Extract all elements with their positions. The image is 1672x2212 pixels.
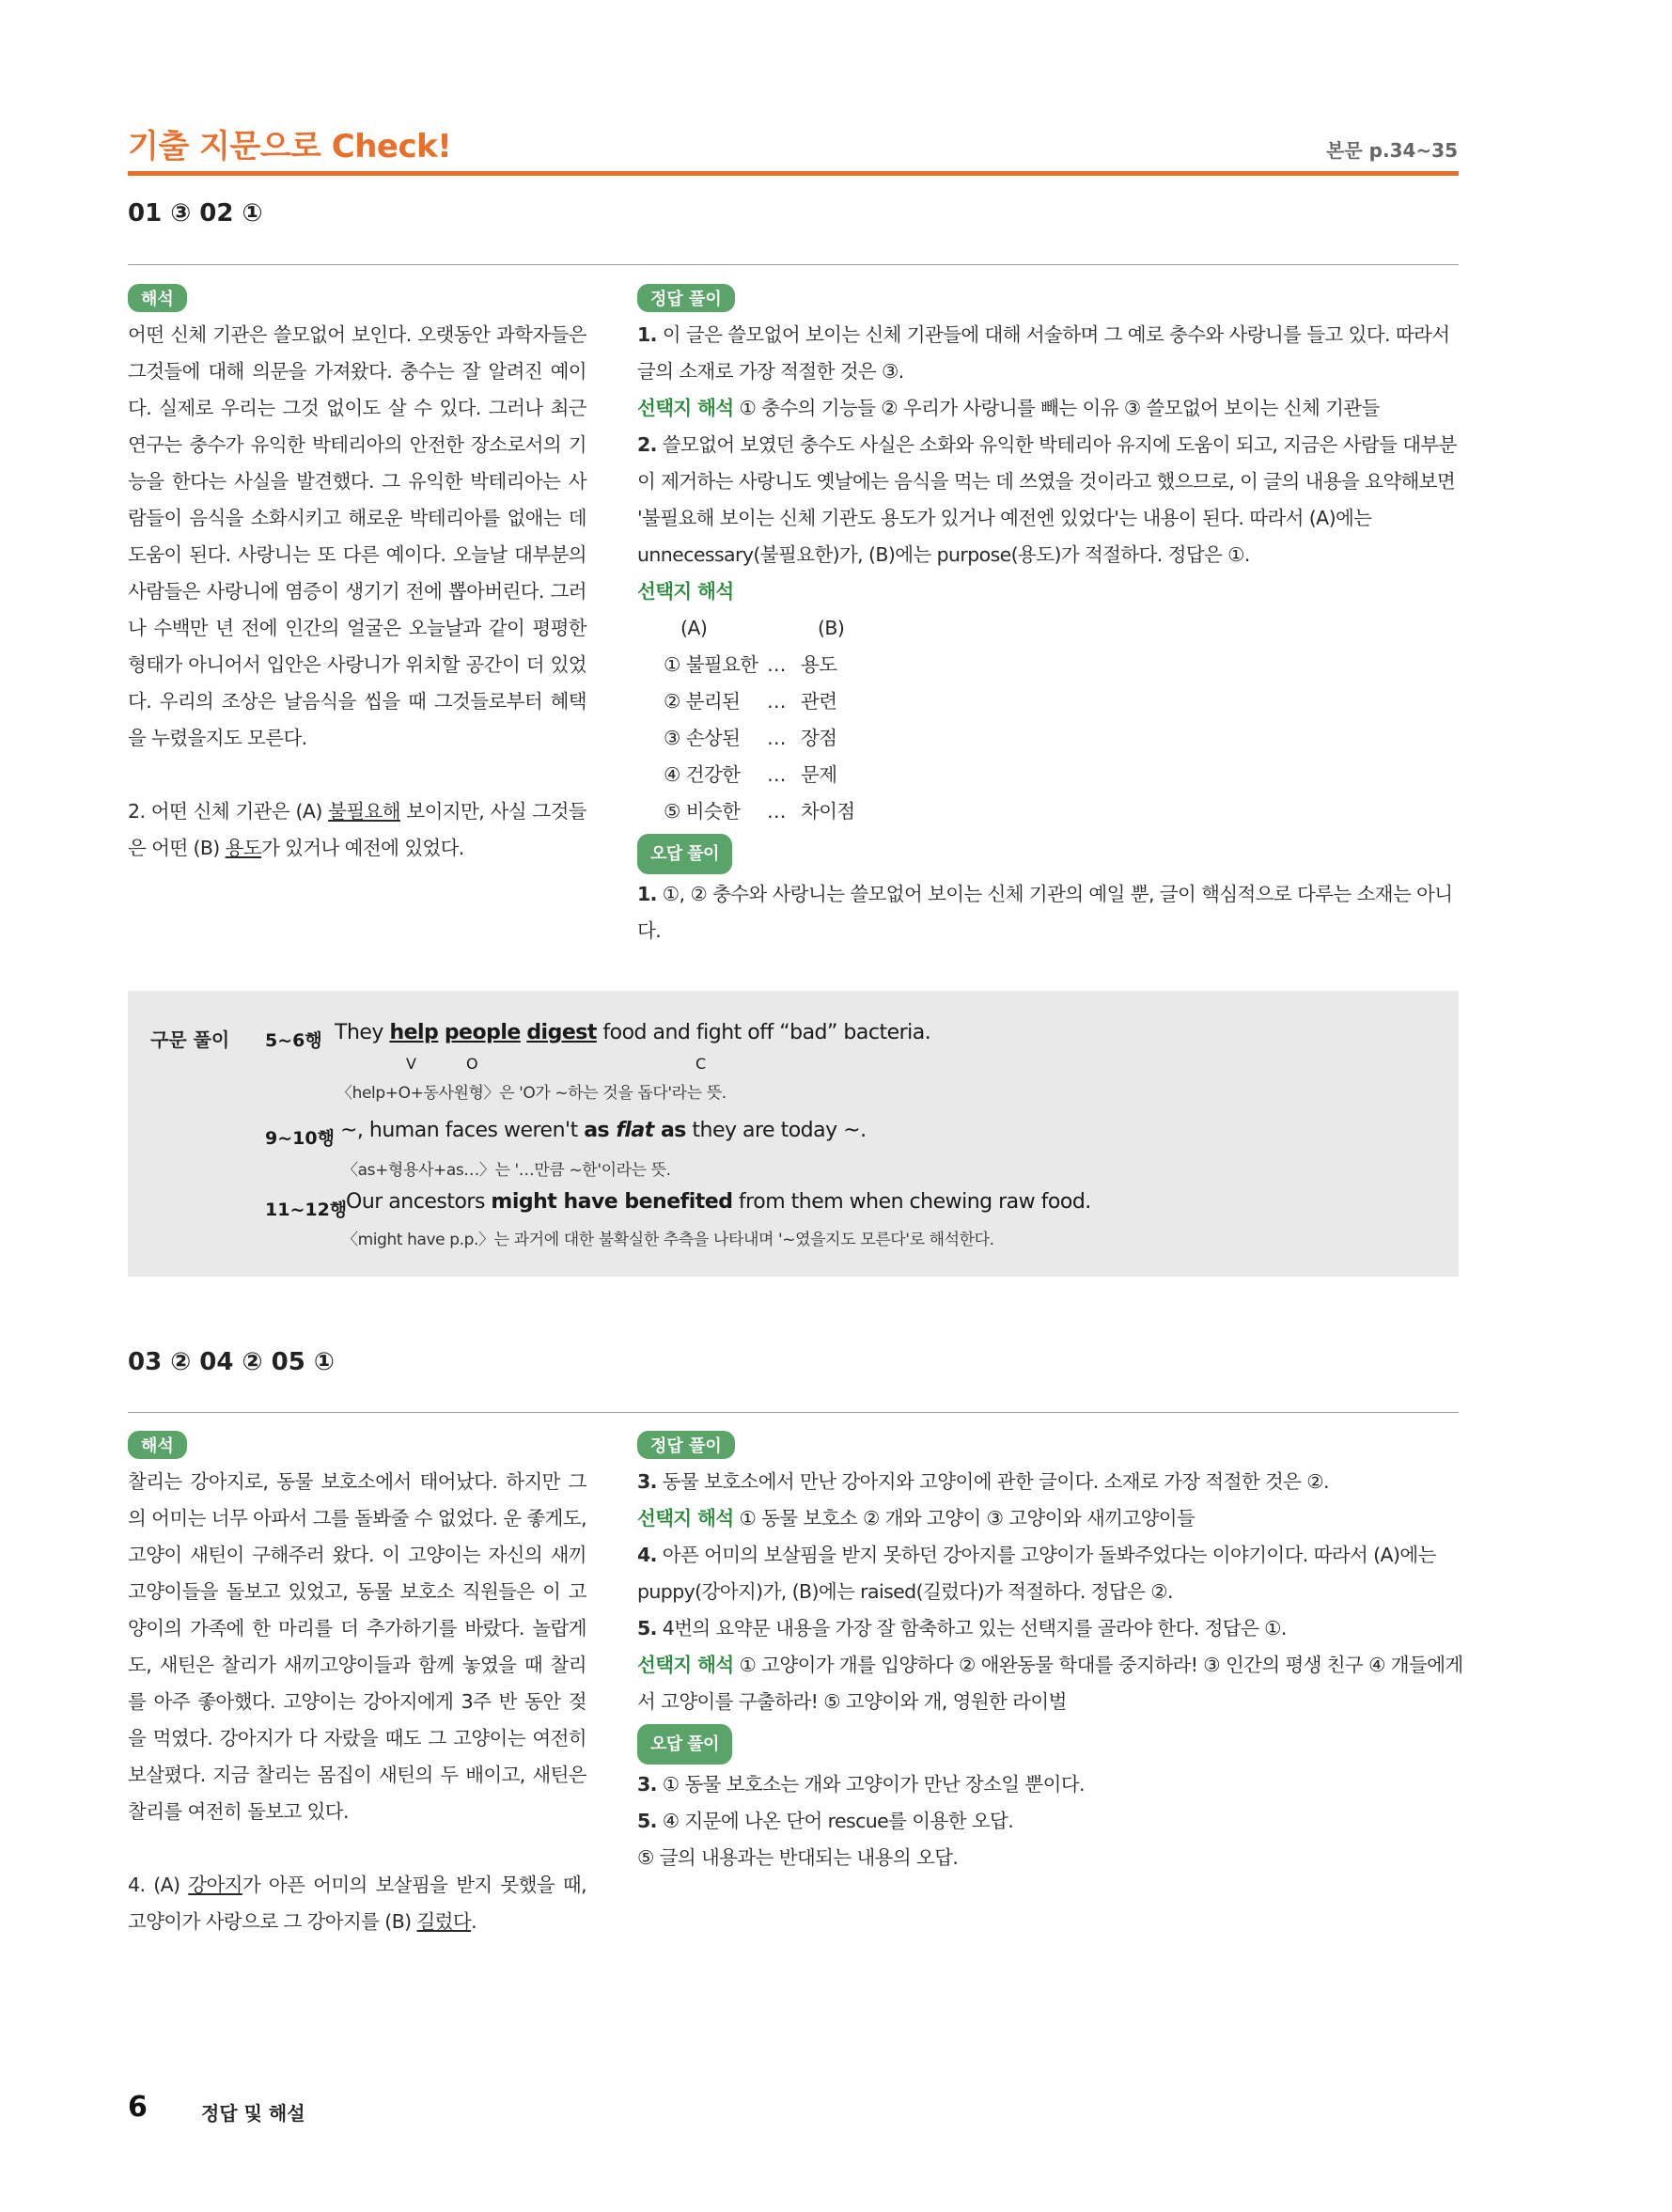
grammar-sentence-1: They help people digest food and fight off “bad” bacteria.	[335, 1021, 931, 1044]
answer-explanation-1	[637, 317, 1464, 949]
explanation-q5: 5. 4번의 요약문 내용을 가장 잘 함축하고 있는 선택지를 골라야 한다. 정답은 ①.	[637, 1617, 1287, 1639]
grammar-note-2: 〈as+형용사+as…〉는 '…만큼 ~한'이라는 뜻.	[342, 1161, 671, 1180]
header-rule	[128, 171, 1459, 176]
explanation-q2: 2. 쓸모없어 보였던 충수도 사실은 소화와 유익한 박테리아 유지에 도움이 되고, 지금은 사람들 대부분이 제거하는 사랑니도 옛날에는 음식을 먹는 데 쓰였을 것이라고 했으므로, 이 글의 내용을 요약해보면 '불필요해 보이는 신체 기관도 용도가 있거나 예전엔 있었다'는 내용이 된다. 따라서 (A)에는 unnecessary(불필요한)가, (B)에는 purpose(용도)가 적절하다. 정답은 ①.	[637, 433, 1457, 566]
answers-01-02: 01 ③ 02 ①	[128, 199, 263, 227]
grammar-note-1: 〈help+O+동사원형〉은 'O가 ~하는 것을 돕다'라는 뜻.	[336, 1084, 727, 1103]
grammar-mark-c: C	[695, 1055, 707, 1073]
answer-explanation-badge-1: 정답 풀이	[637, 284, 735, 312]
wrong-explanation-q1: 1. ①, ② 충수와 사랑니는 쓸모없어 보이는 신체 기관의 예일 뿐, 글이 핵심적으로 다루는 소재는 아니다.	[637, 883, 1453, 942]
choice-translation-q2-label: 선택지 해석	[637, 580, 734, 603]
page-reference: 본문 p.34~35	[1326, 139, 1458, 162]
choice-row: ② 분리된 … 관련	[664, 690, 837, 713]
wrong-explanation-q5b: ⑤ 글의 내용과는 반대되는 내용의 오답.	[637, 1846, 959, 1869]
choice-row: ⑤ 비슷한 … 차이점	[664, 800, 855, 823]
wrong-explanation-q3: 3. ① 동물 보호소는 개와 고양이가 만난 장소일 뿐이다.	[637, 1773, 1085, 1796]
wrong-answer-badge-1: 오답 풀이	[637, 834, 1464, 874]
grammar-mark-v: V	[406, 1055, 416, 1073]
wrong-explanation-q5: 5. ④ 지문에 나온 단어 rescue를 이용한 오답.	[637, 1810, 1014, 1832]
translation-badge-1: 해석	[128, 284, 187, 312]
grammar-label: 구문 풀이	[150, 1028, 230, 1051]
translation-paragraph: 찰리는 강아지로, 동물 보호소에서 태어났다. 하지만 그의 어미는 너무 아파서 그를 돌봐줄 수 없었다. 운 좋게도, 고양이 새틴이 구해주러 왔다. 이 고양이는 자신의 새끼고양이들을 돌보고 있었고, 동물 보호소 직원들은 이 고양이의 가족에 한 마리를 더 추가하기를 바랐다. 놀랍게도, 새틴은 찰리가 새끼고양이들과 함께 놓였을 때 찰리를 아주 좋아했다. 고양이는 강아지에게 3주 반 동안 젖을 먹였다. 강아지가 다 자랐을 때도 그 고양이는 여전히 보살폈다. 지금 찰리는 몸집이 새틴의 두 배이고, 새틴은 찰리를 여전히 돌보고 있다.	[128, 1470, 586, 1823]
explanation-q3: 3. 동물 보호소에서 만난 강아지와 고양이에 관한 글이다. 소재로 가장 적절한 것은 ②.	[637, 1470, 1329, 1493]
grammar-ref-3: 11~12행	[265, 1200, 348, 1220]
explanation-q4: 4. 아픈 어미의 보살핌을 받지 못하던 강아지를 고양이가 돌봐주었다는 이야기이다. 따라서 (A)에는 puppy(강아지)가, (B)에는 raised(길렀다)가 적절하다. 정답은 ②.	[637, 1544, 1436, 1603]
translation-paragraph: 어떤 신체 기관은 쓸모없어 보인다. 오랫동안 과학자들은 그것들에 대해 의문을 가져왔다. 충수는 잘 알려진 예이다. 실제로 우리는 그것 없이도 살 수 있다. 그러나 최근 연구는 충수가 유익한 박테리아의 안전한 장소로서의 기능을 한다는 사실을 발견했다. 그 유익한 박테리아는 사람들이 음식을 소화시키고 해로운 박테리아를 없애는 데 도움이 된다. 사랑니는 또 다른 예이다. 오늘날 대부분의 사람들은 사랑니에 염증이 생기기 전에 뽑아버린다. 그러나 수백만 년 전에 인간의 얼굴은 오늘날과 같이 평평한 형태가 아니어서 입안은 사랑니가 위치할 공간이 더 있었다. 우리의 조상은 날음식을 씹을 때 그것들로부터 혜택을 누렸을지도 모른다.	[128, 323, 586, 749]
divider-1	[128, 264, 1459, 265]
choice-row: ④ 건강한 … 문제	[664, 763, 837, 786]
grammar-sentence-2: ~, human faces weren't as flat as they are today ~.	[340, 1119, 867, 1142]
answers-03-05: 03 ② 04 ② 05 ①	[128, 1348, 335, 1376]
section-title: 기출 지문으로 Check!	[128, 128, 452, 165]
choice-translation-q5: 선택지 해석 ① 고양이가 개를 입양하다 ② 애완동물 학대를 중지하라! ③ 인간의 평생 친구 ④ 개들에게서 고양이를 구출하라! ⑤ 고양이와 개, 영원한 라이벌	[637, 1654, 1463, 1713]
choice-table-head: (A) (B)	[680, 617, 845, 639]
choice-translation-q1: 선택지 해석 ① 충수의 기능들 ② 우리가 사랑니를 빼는 이유 ③ 쓸모없어 보이는 신체 기관들	[637, 397, 1380, 419]
choice-row: ③ 손상된 … 장점	[664, 727, 837, 749]
summary-sentence-2: 2. 어떤 신체 기관은 (A) 불필요해 보이지만, 사실 그것들은 어떤 (B) 용도가 있거나 예전에 있었다.	[128, 800, 586, 859]
footer-label: 정답 및 해설	[201, 2102, 305, 2125]
explanation-q1: 1. 이 글은 쓸모없어 보이는 신체 기관들에 대해 서술하며 그 예로 충수와 사랑니를 들고 있다. 따라서 글의 소재로 가장 적절한 것은 ③.	[637, 323, 1450, 383]
answer-explanation-2	[637, 1464, 1464, 1876]
grammar-mark-o: O	[466, 1055, 478, 1073]
grammar-sentence-3: Our ancestors might have benefited from them when chewing raw food.	[346, 1190, 1091, 1214]
page-number: 6	[128, 2091, 148, 2124]
choice-row: ① 불필요한 … 용도	[664, 653, 837, 676]
translation-badge-2: 해석	[128, 1431, 187, 1459]
divider-2	[128, 1412, 1459, 1413]
choice-table	[637, 610, 1464, 830]
wrong-answer-badge-2: 오답 풀이	[637, 1724, 1464, 1765]
grammar-ref-2: 9~10행	[265, 1128, 335, 1149]
translation-text-2	[128, 1464, 586, 1940]
choice-translation-q3: 선택지 해석 ① 동물 보호소 ② 개와 고양이 ③ 고양이와 새끼고양이들	[637, 1507, 1195, 1530]
answer-explanation-badge-2: 정답 풀이	[637, 1431, 735, 1459]
translation-text-1	[128, 317, 586, 867]
summary-sentence-4: 4. (A) 강아지가 아픈 어미의 보살핌을 받지 못했을 때, 고양이가 사랑으로 그 강아지를 (B) 길렀다.	[128, 1874, 586, 1933]
grammar-note-3: 〈might have p.p.〉는 과거에 대한 불확실한 추측을 나타내며 '~였을지도 모른다'로 해석한다.	[342, 1231, 994, 1249]
grammar-ref-1: 5~6행	[265, 1030, 322, 1051]
